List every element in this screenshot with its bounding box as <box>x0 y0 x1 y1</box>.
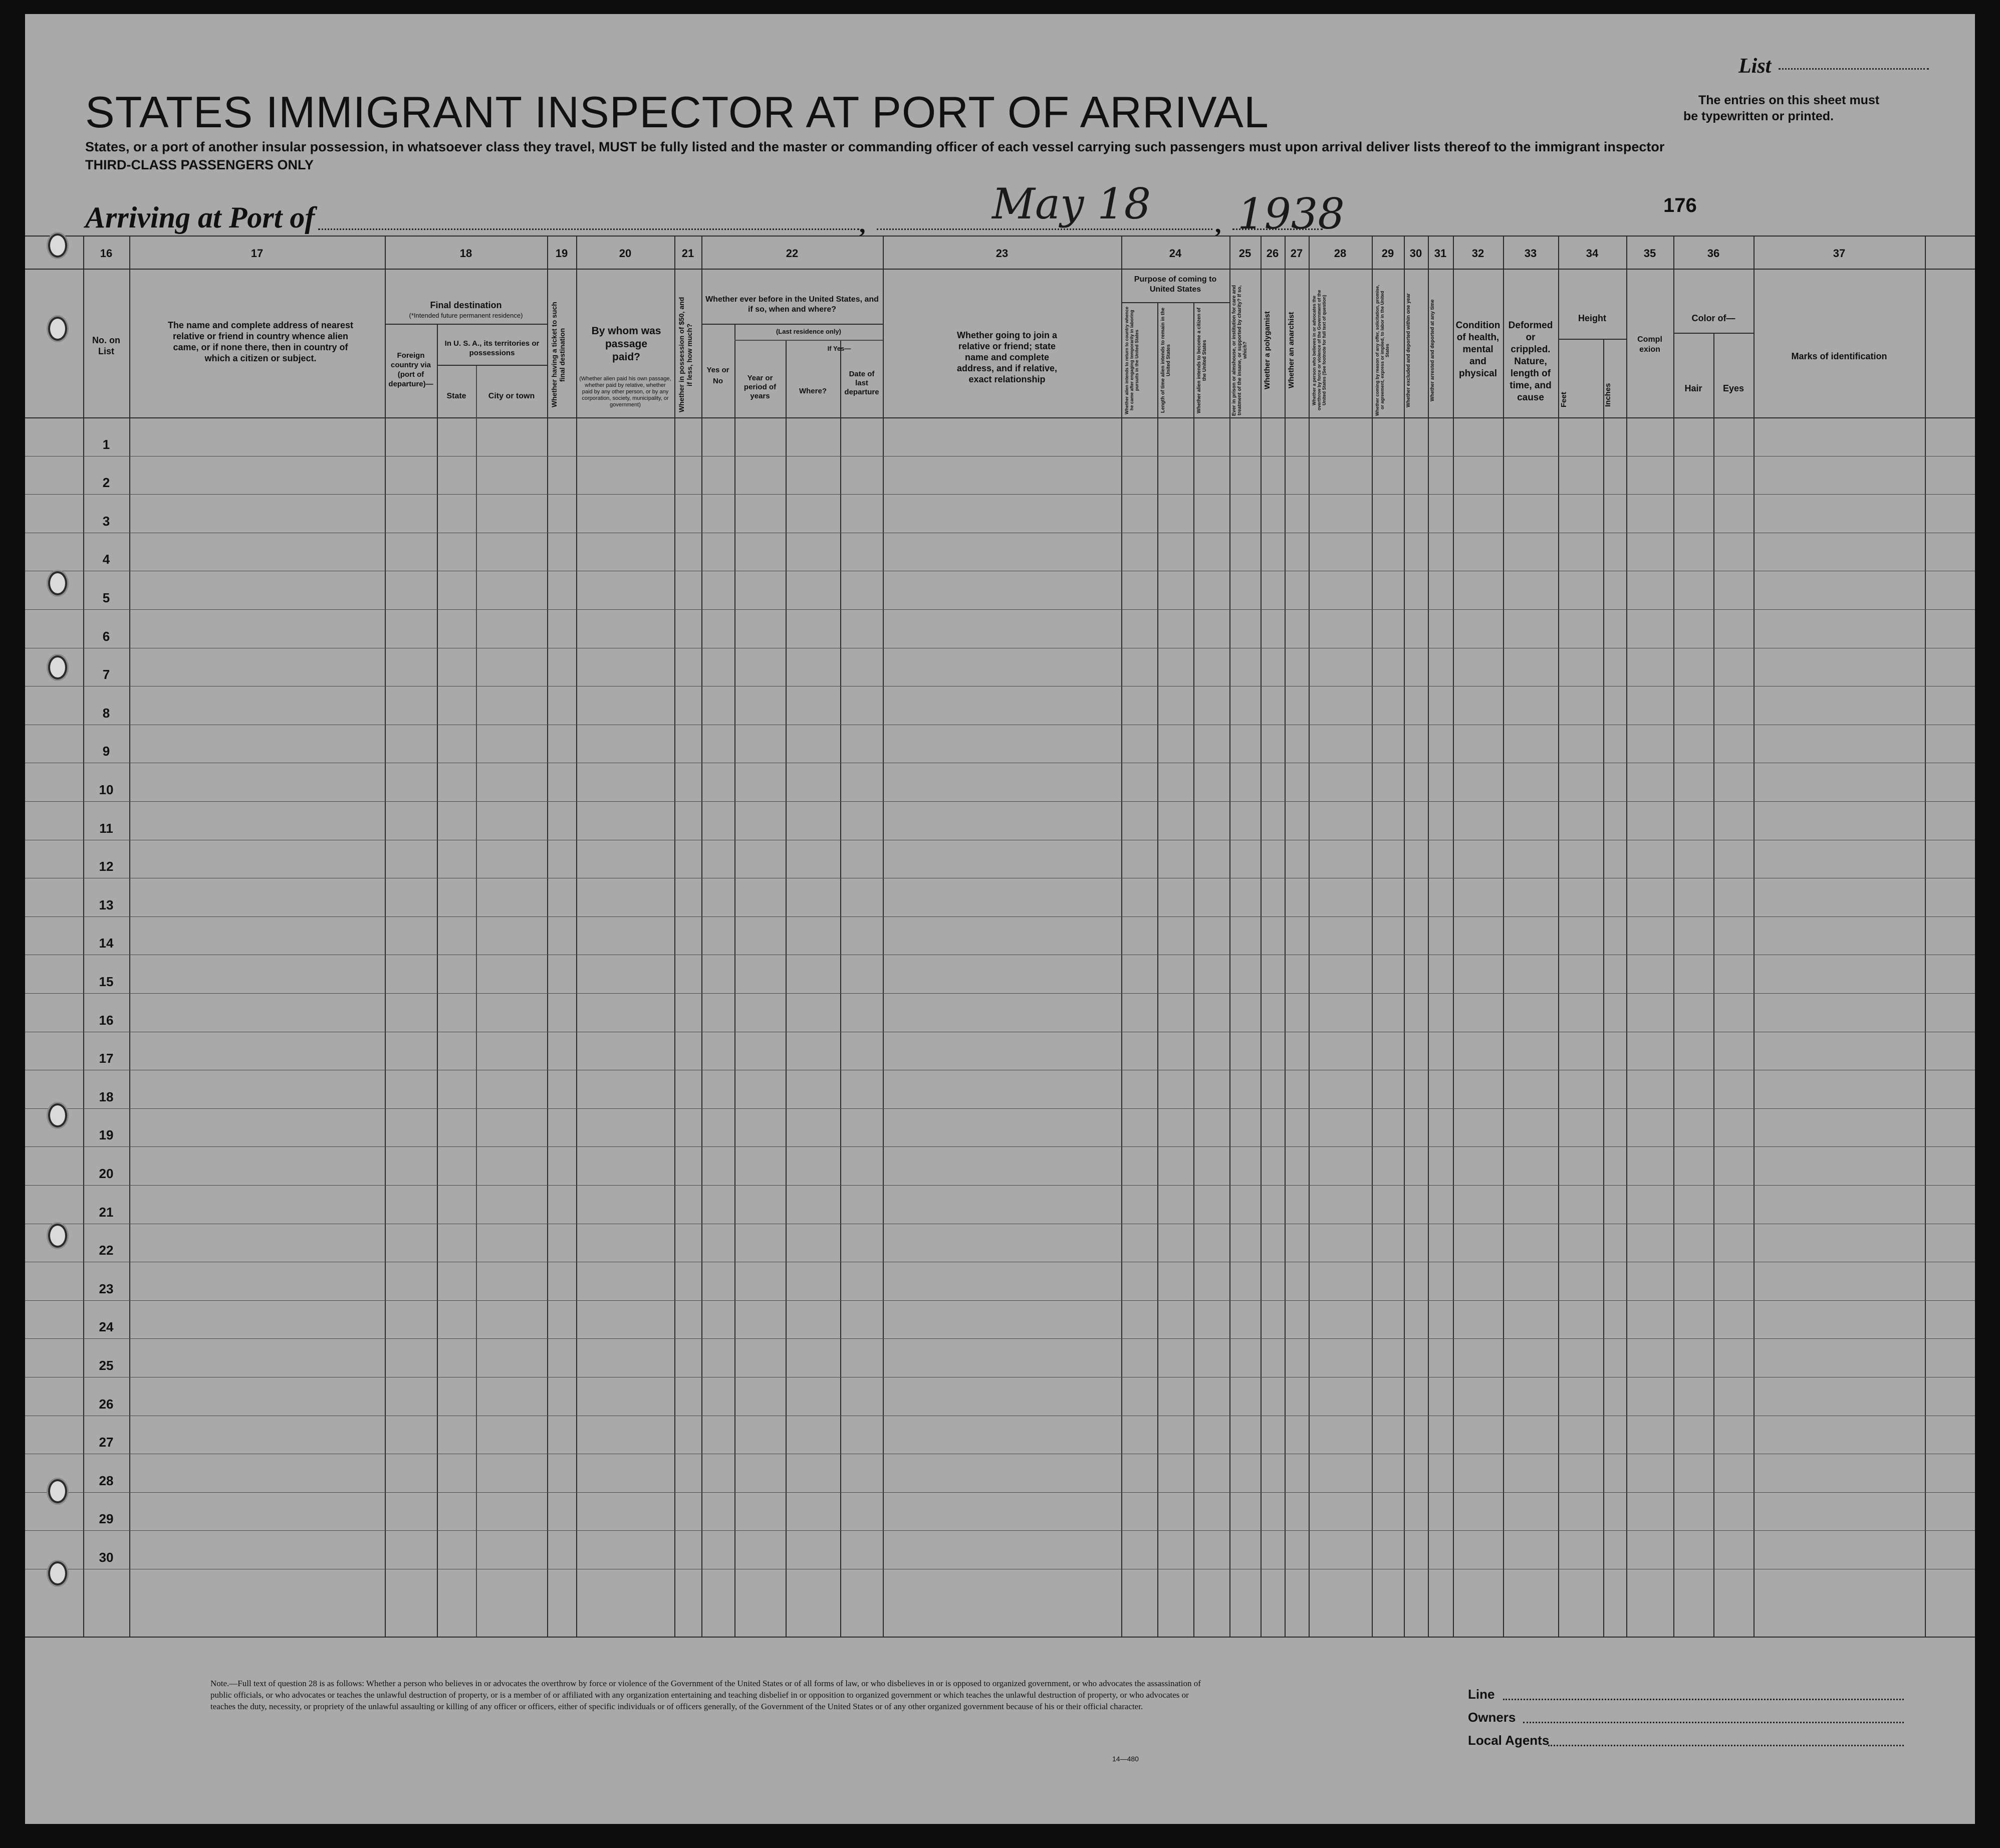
agents-label: Local Agents <box>1468 1733 1550 1748</box>
c20-header: By whom was passage paid? <box>591 325 661 363</box>
col-line <box>1372 236 1373 1637</box>
row-number: 11 <box>99 821 113 836</box>
col-number-26: 26 <box>1266 247 1279 260</box>
c19-header: Whether having a ticket to such final destination <box>550 302 566 408</box>
col-number-19: 19 <box>555 247 568 260</box>
row-number: 9 <box>102 744 110 759</box>
row-number: 19 <box>99 1127 114 1142</box>
row-number: 26 <box>99 1397 114 1412</box>
col-line <box>1558 236 1559 1637</box>
row-rule <box>25 916 1975 917</box>
header-subtitle: States, or a port of another insular possession, in whatsoever class they travel, MUST be fully listed and the master or commanding officer of each vessel carrying such passengers must upon arrival deliver lists thereof to the immigrant inspector <box>85 139 1665 154</box>
c23-header: Whether going to join a relative or friend; state name and complete address, and if relative, exact relationship <box>956 330 1058 384</box>
col-line <box>1261 236 1262 1637</box>
binder-hole <box>48 1103 67 1127</box>
manifest-sheet <box>25 14 1975 1824</box>
col-line <box>1193 302 1194 1637</box>
col-line <box>437 324 438 1637</box>
col-number-37: 37 <box>1833 247 1846 260</box>
c35-header: Complexion <box>1637 335 1662 354</box>
row-number: 30 <box>99 1550 114 1565</box>
table-top-border <box>25 236 1975 237</box>
c16-header: No. on List <box>92 335 120 356</box>
line-label: Line <box>1468 1687 1495 1702</box>
port-field[interactable] <box>318 228 859 230</box>
c34-sub-rule <box>1558 339 1626 340</box>
binder-hole <box>48 317 67 341</box>
row-number: 13 <box>99 897 114 912</box>
col-line <box>83 236 84 1637</box>
col-line <box>1713 333 1714 1637</box>
row-number: 14 <box>99 936 114 951</box>
col-number-33: 33 <box>1524 247 1537 260</box>
comma-separator: , <box>859 210 866 238</box>
row-number: 22 <box>99 1243 114 1258</box>
row-number: 12 <box>99 859 114 874</box>
row-number: 2 <box>102 475 110 490</box>
col-line <box>1157 302 1158 1637</box>
owners-field[interactable] <box>1523 1722 1904 1723</box>
c24-a: Whether alien intends to return to country whence he came after engaging temporarily in laboring pursuits in the United States <box>1124 306 1139 414</box>
class-line: THIRD-CLASS PASSENGERS ONLY <box>85 157 314 172</box>
col-line <box>1428 236 1429 1637</box>
col-number-30: 30 <box>1409 247 1422 260</box>
comma-separator-2: , <box>1215 210 1221 238</box>
row-rule <box>25 1300 1975 1301</box>
c27-header: Whether an anarchist <box>1287 312 1296 389</box>
c36-title: Color of— <box>1691 313 1735 323</box>
row-number: 15 <box>99 974 114 989</box>
row-number: 23 <box>99 1281 114 1296</box>
col-line <box>576 236 577 1637</box>
table-bottom-border <box>25 1637 1975 1638</box>
c18-title: Final destination <box>430 300 502 310</box>
col-number-34: 34 <box>1586 247 1599 260</box>
col-line <box>840 340 841 1637</box>
c30-header: Whether excluded and deported within one year <box>1406 293 1411 407</box>
col-line <box>1453 236 1454 1637</box>
col-number-18: 18 <box>459 247 472 260</box>
col-number-31: 31 <box>1434 247 1447 260</box>
form-code: 14—480 <box>1112 1755 1139 1763</box>
col-line <box>385 236 386 1637</box>
col-number-28: 28 <box>1334 247 1347 260</box>
c29-header: Whether coming by reason of any offer, solicitation, promise, or agreement, express or implied, to labor in the United States <box>1375 285 1390 416</box>
c25-header: Ever in prison or almshouse, or institution for care and treatment of the insane, or supported by charity? If so, which? <box>1231 285 1248 416</box>
col-line <box>1754 236 1755 1637</box>
col-line <box>1404 236 1405 1637</box>
c22-where: Where? <box>799 387 827 395</box>
col-number-35: 35 <box>1643 247 1656 260</box>
c22-date: Date of last departure <box>844 370 879 396</box>
owners-label: Owners <box>1468 1710 1516 1725</box>
row-rule <box>25 1185 1975 1186</box>
row-number: 29 <box>99 1511 114 1526</box>
row-number: 17 <box>99 1051 114 1066</box>
row-number: 3 <box>102 514 110 529</box>
sheet-number: 176 <box>1663 194 1697 216</box>
col-line <box>129 236 130 1637</box>
c31-header: Whether arrested and deported at any time <box>1430 299 1435 401</box>
c17-header: The name and complete address of nearest relative or friend in country whence alien came, or if none there, then in country of which a citizen or subject. <box>167 320 354 363</box>
c18-sub-rule <box>385 324 547 325</box>
row-number: 28 <box>99 1473 114 1488</box>
entries-note-1: The entries on this sheet must <box>1698 93 1880 107</box>
c36-hair: Hair <box>1684 383 1702 393</box>
c21-header: Whether in possession of $50, and if less, how much? <box>677 297 693 413</box>
c22-title: Whether ever before in the United States, and if so, when and where? <box>705 295 879 314</box>
c28-header: Whether a person who believes in or advocates the overthrow by force or violence of the Government of the United States (See footnote for full text of question) <box>1312 290 1327 411</box>
row-number: 1 <box>102 437 110 452</box>
row-number: 21 <box>99 1205 114 1220</box>
c34-feet: Feet <box>1560 392 1568 408</box>
col-number-22: 22 <box>786 247 799 260</box>
c36-sub-rule <box>1673 333 1754 334</box>
c36-eyes: Eyes <box>1722 383 1744 393</box>
row-number: 5 <box>102 590 110 605</box>
row-rule <box>25 494 1975 495</box>
c24-c: Whether alien intends to become a citizen of the United States <box>1196 307 1207 413</box>
c22-ifyes: If Yes— <box>827 345 851 352</box>
row-number: 25 <box>99 1358 114 1373</box>
col-number-17: 17 <box>251 247 264 260</box>
page-title: STATES IMMIGRANT INSPECTOR AT PORT OF ARRIVAL <box>85 87 1269 137</box>
col-line <box>1503 236 1504 1637</box>
col-line <box>1285 236 1286 1637</box>
year-field[interactable] <box>1232 228 1323 230</box>
c24-b: Length of time alien intends to remain in the United States <box>1160 308 1171 413</box>
c26-header: Whether a polygamist <box>1263 311 1272 389</box>
col-line <box>1603 339 1604 1637</box>
col-line <box>883 236 884 1637</box>
c37-header: Marks of identification <box>1791 351 1887 361</box>
c24-sub-rule <box>1121 302 1229 303</box>
row-number: 24 <box>99 1319 114 1334</box>
col-line <box>1673 236 1674 1637</box>
header-number-rule <box>25 269 1975 270</box>
col-line <box>1626 236 1627 1637</box>
col-number-27: 27 <box>1290 247 1303 260</box>
col-number-36: 36 <box>1707 247 1720 260</box>
row-number: 6 <box>102 629 110 644</box>
arriving-label: Arriving at Port of <box>85 201 315 234</box>
date-handwritten: May 18 <box>992 179 1151 228</box>
col-line <box>674 236 675 1637</box>
col-number-20: 20 <box>619 247 632 260</box>
year-handwritten: 1938 <box>1237 189 1345 239</box>
row-rule <box>25 1146 1975 1147</box>
c22-year: Year or period of years <box>743 374 777 400</box>
row-rule <box>25 1338 1975 1339</box>
c33-header: Deformed or crippled. Nature, length of time, and cause <box>1508 320 1553 403</box>
c32-header: Condition of health, mental and physical <box>1455 320 1501 379</box>
col-number-24: 24 <box>1169 247 1182 260</box>
row-rule <box>25 801 1975 802</box>
row-number: 7 <box>102 667 110 682</box>
list-label: List <box>1738 55 1772 78</box>
col-line <box>786 340 787 1637</box>
footnote-question-28: Note.—Full text of question 28 is as follows: Whether a person who believes in or advocates the overthrow by force or violence of the Government of the United States or of all forms of law, or who disbelieves in or is opposed to organized government, or who advocates the assassination of public officials, or who advocates or teaches the unlawful destruction of property, or is a member of or affiliated with any organization entertaining and teaching disbelief in or opposition to organized government or which teaches the unlawful destruction of property, or who advocates or teaches the duty, necessity, or propriety of the unlawful assaulting or killing of any officer or officers, either of specific individuals or of officers generally, of the Government of the United States or of any other organized government because of his or their official character. <box>210 1679 1201 1711</box>
c22-sub-rule <box>701 324 883 325</box>
c20-note: (Whether alien paid his own passage, whether paid by relative, whether paid by any other person, or by any corporation, society, municipality, or government) <box>579 376 671 408</box>
c18-foreign: Foreign country via (port of departure)— <box>388 351 433 388</box>
row-rule <box>25 1530 1975 1531</box>
binder-hole <box>48 655 67 679</box>
col-number-23: 23 <box>995 247 1009 260</box>
row-number: 18 <box>99 1089 114 1104</box>
col-number-16: 16 <box>100 247 113 260</box>
row-rule <box>25 1492 1975 1493</box>
col-line <box>1309 236 1310 1637</box>
col-number-25: 25 <box>1238 247 1252 260</box>
row-number: 16 <box>99 1013 114 1028</box>
row-rule <box>25 993 1975 994</box>
col-number-32: 32 <box>1471 247 1484 260</box>
list-number-field[interactable] <box>1779 68 1929 70</box>
binder-hole <box>48 234 67 258</box>
c34-title: Height <box>1578 313 1606 323</box>
binder-hole <box>48 571 67 595</box>
col-number-29: 29 <box>1381 247 1394 260</box>
col-line <box>701 236 702 1637</box>
row-rule <box>25 1108 1975 1109</box>
c18-usa: In U. S. A., its territories or possessions <box>444 339 540 357</box>
c22-yesno: Yes or No <box>706 366 729 385</box>
row-rule <box>25 609 1975 610</box>
binder-hole <box>48 1479 67 1503</box>
c18-note: (*Intended future permanent residence) <box>409 312 523 319</box>
c18-usa-rule <box>437 365 547 366</box>
c18-state: State <box>446 392 466 400</box>
header-bottom-rule <box>25 417 1975 418</box>
line-field[interactable] <box>1503 1699 1904 1700</box>
binder-hole <box>48 1561 67 1585</box>
c24-title: Purpose of coming to United States <box>1134 275 1217 294</box>
col-line <box>734 324 735 1637</box>
row-number: 27 <box>99 1435 114 1450</box>
row-number: 10 <box>99 782 114 797</box>
date-field[interactable] <box>877 228 1212 230</box>
col-line <box>476 365 477 1637</box>
entries-note-2: be typewritten or printed. <box>1683 109 1834 123</box>
row-number: 8 <box>102 706 110 721</box>
col-line <box>1229 236 1230 1637</box>
agents-field[interactable] <box>1548 1745 1904 1746</box>
col-number-21: 21 <box>681 247 694 260</box>
c22-ifyes-rule <box>734 340 883 341</box>
c22-note: (Last residence only) <box>776 328 842 335</box>
col-line <box>1121 236 1122 1637</box>
c18-city: City or town <box>488 392 535 400</box>
col-line <box>1925 236 1926 1637</box>
binder-hole <box>48 1224 67 1248</box>
row-number: 4 <box>102 552 110 567</box>
row-number: 20 <box>99 1166 114 1181</box>
col-line <box>547 236 548 1637</box>
c34-inches: Inches <box>1604 383 1612 407</box>
